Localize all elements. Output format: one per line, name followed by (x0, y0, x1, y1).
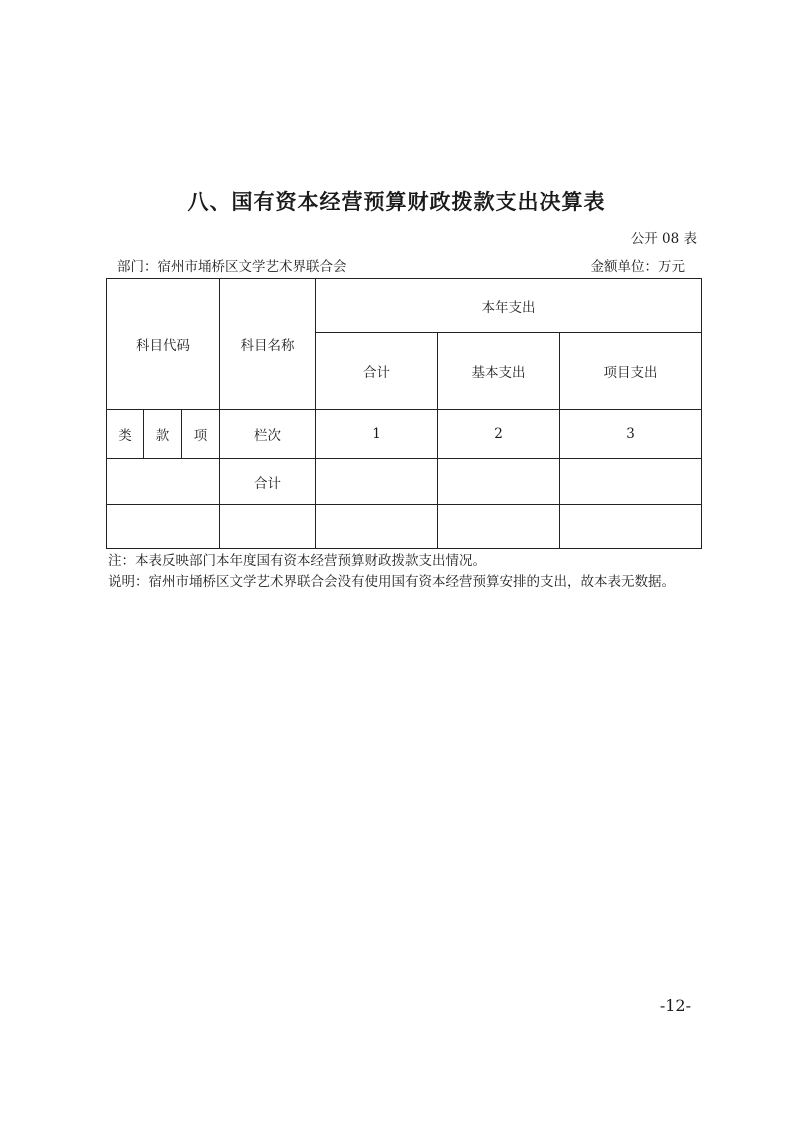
col-xiang: 项 (182, 410, 220, 459)
note-line-2: 说明：宿州市埇桥区文学艺术界联合会没有使用国有资本经营预算安排的支出，故本表无数据。 (108, 574, 675, 590)
table-row (107, 505, 702, 549)
col-number-2: 2 (438, 410, 560, 459)
total-row-total (316, 459, 438, 505)
col-number-1: 1 (316, 410, 438, 459)
table-row (107, 410, 702, 459)
empty-row-total (316, 505, 438, 549)
note-line-1: 注：本表反映部门本年度国有资本经营预算财政拨款支出情况。 (108, 553, 486, 569)
page-number: -12- (659, 996, 691, 1015)
total-row-basic (438, 459, 560, 505)
department-label: 部门：宿州市埇桥区文学艺术界联合会 (117, 259, 347, 275)
header-total: 合计 (316, 333, 438, 410)
notes (108, 551, 675, 593)
col-lei: 类 (107, 410, 144, 459)
total-row-code (107, 459, 220, 505)
total-row-label: 合计 (220, 459, 316, 505)
header-subject-code: 科目代码 (107, 279, 220, 410)
col-lanci: 栏次 (220, 410, 316, 459)
col-number-3: 3 (560, 410, 702, 459)
page-title: 八、国有资本经营预算财政拨款支出决算表 (187, 190, 606, 214)
total-row-project (560, 459, 702, 505)
empty-row-basic (438, 505, 560, 549)
header-subject-name: 科目名称 (220, 279, 316, 410)
form-number: 公开 08 表 (630, 231, 697, 247)
header-current-year-expenditure: 本年支出 (316, 279, 702, 333)
header-project-expenditure: 项目支出 (560, 333, 702, 410)
budget-table (106, 278, 702, 549)
header-basic-expenditure: 基本支出 (438, 333, 560, 410)
table-row (107, 459, 702, 505)
empty-row-project (560, 505, 702, 549)
col-kuan: 款 (144, 410, 182, 459)
empty-row-name (220, 505, 316, 549)
amount-unit-label: 金额单位：万元 (590, 259, 685, 275)
empty-row-code (107, 505, 220, 549)
